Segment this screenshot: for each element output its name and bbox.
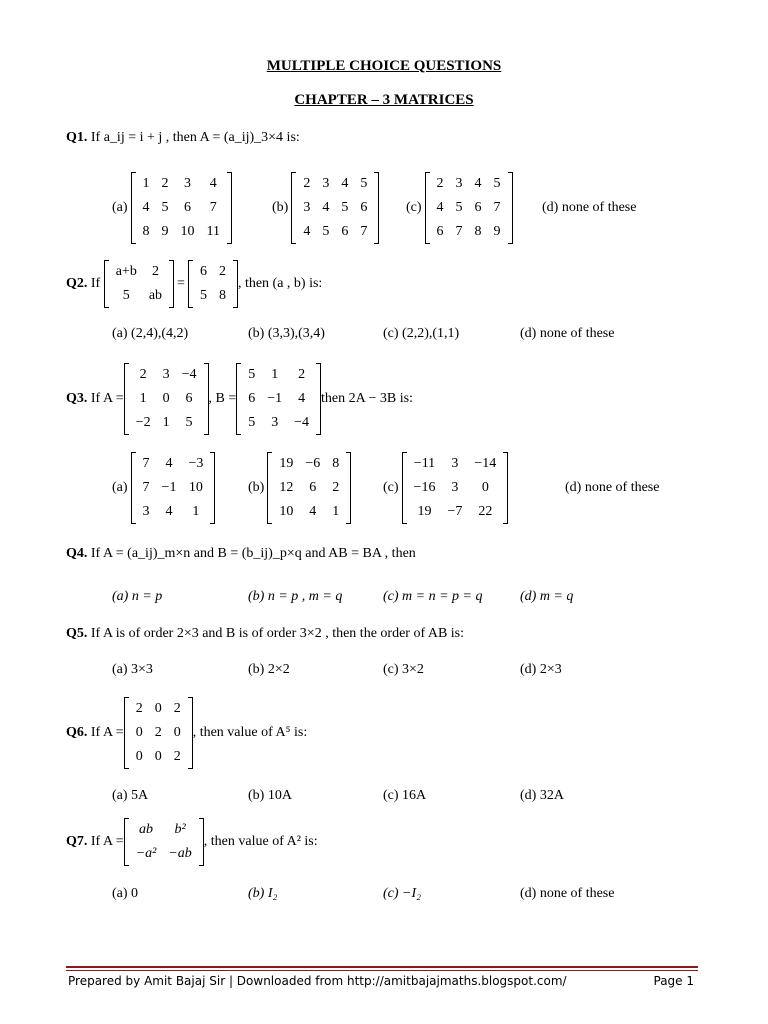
- q5-option-d[interactable]: (d) 2×3: [520, 662, 562, 677]
- matrix-cell: 0: [154, 701, 162, 716]
- equals-sign: =: [177, 276, 185, 291]
- q2-option-a[interactable]: (a) (2,4),(4,2): [112, 326, 189, 341]
- matrix-cell: 19: [279, 456, 294, 471]
- page-title: MULTIPLE CHOICE QUESTIONS: [266, 58, 502, 74]
- matrix-cell: 5: [161, 200, 169, 215]
- q3-A-matrix: [124, 363, 209, 435]
- matrix-cell: 10: [279, 504, 294, 519]
- matrix-cell: 4: [474, 176, 482, 191]
- matrix-cell: 4: [298, 391, 306, 406]
- matrix-cell: 6: [436, 224, 444, 239]
- matrix-table: [130, 818, 198, 866]
- q4-option-d[interactable]: (d) m = q: [520, 589, 574, 604]
- matrix-table: [130, 363, 203, 435]
- q3-option-b[interactable]: [248, 452, 351, 524]
- matrix-cell: 5: [122, 288, 130, 303]
- q3-option-d[interactable]: (d) none of these: [565, 480, 660, 495]
- q7-A-matrix: [124, 818, 204, 866]
- q2-option-d[interactable]: (d) none of these: [520, 326, 615, 341]
- matrix-cell: 8: [332, 456, 340, 471]
- q6-option-c[interactable]: (c) 16A: [383, 788, 427, 803]
- matrix-table: [137, 172, 226, 244]
- q3-a-matrix: [131, 452, 216, 524]
- matrix-cell: 6: [199, 264, 207, 279]
- matrix-cell: 5: [455, 200, 463, 215]
- q1-option-a[interactable]: [112, 172, 232, 244]
- matrix-cell: 19: [417, 504, 432, 519]
- matrix-cell: 4: [436, 200, 444, 215]
- matrix-cell: 10: [188, 480, 203, 495]
- q2-pre: If: [90, 276, 101, 291]
- q2-lhs-matrix: [104, 260, 174, 308]
- matrix-cell: 11: [206, 224, 221, 239]
- matrix-cell: 2: [161, 176, 169, 191]
- matrix-cell: 2: [151, 264, 159, 279]
- q3-b-matrix: [267, 452, 351, 524]
- q4-stem: [66, 546, 416, 562]
- q6-pre: If A =: [90, 725, 124, 740]
- matrix-cell: 22: [478, 504, 493, 519]
- matrix-cell: −1: [161, 480, 177, 495]
- option-label: (c): [406, 200, 422, 215]
- matrix-cell: 1: [271, 367, 279, 382]
- page-number: Page 1: [653, 974, 694, 988]
- matrix-table: [194, 260, 232, 308]
- matrix-cell: 2: [332, 480, 340, 495]
- q5-number: Q5.: [66, 626, 88, 641]
- q6-post: , then value of A⁵ is:: [192, 725, 308, 740]
- matrix-table: [273, 452, 345, 524]
- matrix-cell: 8: [218, 288, 226, 303]
- matrix-cell: −a²: [135, 846, 157, 861]
- q2-post: , then (a , b) is:: [237, 276, 323, 291]
- matrix-cell: 4: [309, 504, 317, 519]
- matrix-cell: −4: [294, 415, 310, 430]
- matrix-cell: −7: [447, 504, 463, 519]
- matrix-cell: 10: [180, 224, 195, 239]
- q7-option-d[interactable]: (d) none of these: [520, 886, 615, 901]
- matrix-cell: 6: [341, 224, 349, 239]
- q2-rhs-matrix: [188, 260, 238, 308]
- matrix-cell: 0: [135, 725, 143, 740]
- matrix-cell: 7: [142, 456, 150, 471]
- matrix-cell: −14: [474, 456, 497, 471]
- footer-credit: Prepared by Amit Bajaj Sir | Downloaded from http://amitbajajmaths.blogspot.com/: [68, 974, 567, 988]
- q6-option-a[interactable]: (a) 5A: [112, 788, 149, 803]
- q1-b-matrix: [291, 172, 379, 244]
- matrix-cell: 7: [142, 480, 150, 495]
- matrix-cell: 2: [173, 701, 181, 716]
- matrix-cell: 6: [360, 200, 368, 215]
- matrix-cell: 2: [135, 701, 143, 716]
- q7-option-c[interactable]: (c) −I₂: [383, 886, 422, 901]
- q2-stem: [66, 260, 322, 308]
- matrix-table: [242, 363, 315, 435]
- matrix-cell: 7: [209, 200, 217, 215]
- matrix-table: [297, 172, 373, 244]
- q7-post: , then value of A² is:: [203, 834, 318, 849]
- footer-rule: [66, 966, 698, 968]
- q6-A-matrix: [124, 697, 193, 769]
- option-label: (c): [383, 480, 399, 495]
- matrix-cell: −3: [188, 456, 204, 471]
- matrix-cell: 6: [248, 391, 256, 406]
- matrix-cell: 7: [455, 224, 463, 239]
- matrix-cell: ab: [148, 288, 163, 303]
- q5-stem: [66, 626, 464, 642]
- matrix-cell: ab: [139, 822, 154, 837]
- matrix-table: [408, 452, 503, 524]
- matrix-cell: 2: [298, 367, 306, 382]
- matrix-cell: 4: [341, 176, 349, 191]
- q4-option-b[interactable]: (b) n = p , m = q: [248, 589, 343, 604]
- matrix-cell: 5: [322, 224, 330, 239]
- q3-mid: , B =: [208, 391, 237, 406]
- matrix-cell: −4: [181, 367, 197, 382]
- q5-text: If A is of order 2×3 and B is of order 3×2 , then the order of AB is:: [90, 626, 465, 641]
- option-label: (a): [112, 480, 128, 495]
- matrix-cell: 4: [142, 200, 150, 215]
- q4-option-a[interactable]: (a) n = p: [112, 589, 163, 604]
- matrix-cell: 2: [303, 176, 311, 191]
- matrix-cell: 6: [184, 200, 192, 215]
- matrix-table: [110, 260, 168, 308]
- matrix-cell: 3: [451, 456, 459, 471]
- matrix-cell: 0: [135, 749, 143, 764]
- q3-option-a[interactable]: [112, 452, 215, 524]
- q5-option-c[interactable]: (c) 3×2: [383, 662, 424, 677]
- footer-rule-thin: [66, 970, 698, 971]
- chapter-title: CHAPTER – 3 MATRICES: [294, 92, 474, 108]
- matrix-cell: −16: [413, 480, 436, 495]
- matrix-cell: 2: [139, 367, 147, 382]
- matrix-cell: 3: [451, 480, 459, 495]
- q1-number: Q1.: [66, 130, 88, 145]
- matrix-cell: 2: [218, 264, 226, 279]
- matrix-cell: 7: [360, 224, 368, 239]
- matrix-cell: 0: [173, 725, 181, 740]
- q1-a-matrix: [131, 172, 232, 244]
- matrix-cell: 4: [209, 176, 217, 191]
- matrix-cell: 1: [192, 504, 200, 519]
- matrix-cell: −11: [413, 456, 436, 471]
- matrix-cell: 2: [154, 725, 162, 740]
- matrix-cell: 3: [184, 176, 192, 191]
- q5-option-b[interactable]: (b) 2×2: [248, 662, 290, 677]
- matrix-cell: 6: [474, 200, 482, 215]
- matrix-cell: −2: [135, 415, 151, 430]
- matrix-cell: −1: [267, 391, 283, 406]
- q3-c-matrix: [402, 452, 509, 524]
- q7-option-a[interactable]: (a) 0: [112, 886, 139, 901]
- q3-number: Q3.: [66, 391, 88, 406]
- matrix-cell: 4: [165, 504, 173, 519]
- matrix-cell: 5: [199, 288, 207, 303]
- q3-stem: [66, 363, 413, 435]
- q5-option-a[interactable]: (a) 3×3: [112, 662, 153, 677]
- q7-pre: If A =: [90, 834, 124, 849]
- matrix-cell: 4: [322, 200, 330, 215]
- matrix-cell: 3: [303, 200, 311, 215]
- matrix-cell: 1: [139, 391, 147, 406]
- q6-option-b[interactable]: (b) 10A: [248, 788, 292, 803]
- matrix-cell: 5: [360, 176, 368, 191]
- matrix-cell: 7: [493, 200, 501, 215]
- q2-option-c[interactable]: (c) (2,2),(1,1): [383, 326, 460, 341]
- matrix-table: [137, 452, 210, 524]
- matrix-table: [431, 172, 507, 244]
- matrix-cell: 3: [322, 176, 330, 191]
- matrix-cell: 8: [474, 224, 482, 239]
- matrix-cell: −6: [305, 456, 321, 471]
- q6-number: Q6.: [66, 725, 88, 740]
- q4-text: If A = (a_ij)_m×n and B = (b_ij)_p×q and AB = BA , then: [90, 546, 416, 561]
- matrix-cell: 4: [165, 456, 173, 471]
- matrix-cell: 6: [309, 480, 317, 495]
- matrix-table: [130, 697, 187, 769]
- matrix-cell: −ab: [168, 846, 192, 861]
- q2-number: Q2.: [66, 276, 88, 291]
- q3-pre: If A =: [90, 391, 124, 406]
- q7-stem: [66, 818, 318, 866]
- q6-option-d[interactable]: (d) 32A: [520, 788, 564, 803]
- matrix-cell: 0: [154, 749, 162, 764]
- matrix-cell: 5: [248, 367, 256, 382]
- q1-option-d[interactable]: (d) none of these: [542, 200, 637, 215]
- q3-B-matrix: [236, 363, 321, 435]
- q1-option-b[interactable]: [272, 172, 379, 244]
- matrix-cell: 0: [162, 391, 170, 406]
- matrix-cell: 5: [185, 415, 193, 430]
- matrix-cell: 5: [493, 176, 501, 191]
- matrix-cell: 3: [142, 504, 150, 519]
- matrix-cell: 3: [455, 176, 463, 191]
- q3-post: then 2A − 3B is:: [321, 391, 413, 406]
- q4-option-c[interactable]: (c) m = n = p = q: [383, 589, 483, 604]
- matrix-cell: 8: [142, 224, 150, 239]
- matrix-cell: 2: [173, 749, 181, 764]
- matrix-cell: a+b: [115, 264, 137, 279]
- matrix-cell: 9: [161, 224, 169, 239]
- q2-option-b[interactable]: (b) (3,3),(3,4): [248, 326, 325, 341]
- matrix-cell: b²: [174, 822, 186, 837]
- matrix-cell: 1: [142, 176, 150, 191]
- matrix-cell: 1: [332, 504, 340, 519]
- q6-stem: [66, 697, 307, 769]
- q1-c-matrix: [425, 172, 513, 244]
- q7-option-b[interactable]: (b) I₂: [248, 886, 278, 901]
- matrix-cell: 2: [436, 176, 444, 191]
- matrix-cell: 6: [185, 391, 193, 406]
- q7-number: Q7.: [66, 834, 88, 849]
- option-label: (b): [248, 480, 265, 495]
- matrix-cell: 0: [481, 480, 489, 495]
- matrix-cell: 12: [279, 480, 294, 495]
- matrix-cell: 4: [303, 224, 311, 239]
- q4-number: Q4.: [66, 546, 88, 561]
- q1-text: If a_ij = i + j , then A = (a_ij)_3×4 is:: [90, 130, 300, 145]
- option-label: (a): [112, 200, 128, 215]
- matrix-cell: 9: [493, 224, 501, 239]
- matrix-cell: 1: [162, 415, 170, 430]
- option-label: (b): [272, 200, 289, 215]
- matrix-cell: 3: [271, 415, 279, 430]
- matrix-cell: 5: [341, 200, 349, 215]
- matrix-cell: 5: [248, 415, 256, 430]
- q3-option-c[interactable]: [383, 452, 508, 524]
- q1-stem: [66, 130, 300, 146]
- q1-option-c[interactable]: [406, 172, 513, 244]
- matrix-cell: 3: [162, 367, 170, 382]
